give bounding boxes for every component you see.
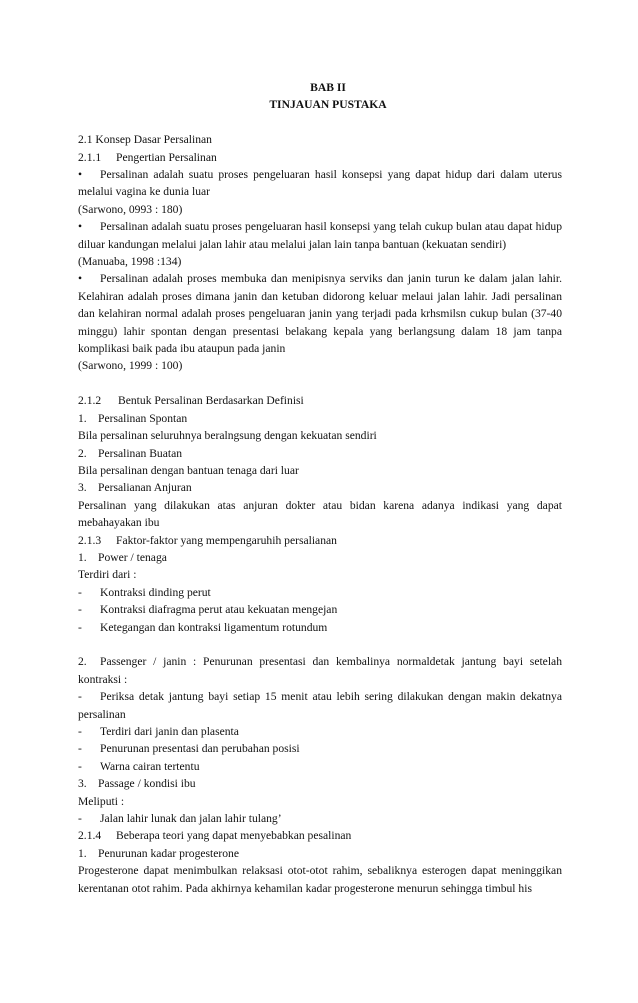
- item-number: 3.: [78, 481, 87, 495]
- bullet-icon: •: [78, 272, 83, 286]
- source-2: (Manuaba, 1998 :134): [78, 255, 182, 269]
- list-item: - Kontraksi diafragma perut atau kekuatan mengejan: [78, 601, 562, 618]
- definition-text: Persalinan adalah suatu proses pengeluaran hasil konsepsi yang dapat hidup dari dalam uterus melalui vagina ke dunia luar: [78, 168, 562, 199]
- item-label: Persalinan Buatan: [98, 446, 183, 460]
- section-label: Faktor-faktor yang mempengaruhih persalianan: [116, 533, 337, 547]
- section-2-1-heading: 2.1 Konsep Dasar Persalinan: [78, 133, 212, 147]
- definition-2: [78, 218, 562, 253]
- dash-icon: -: [78, 620, 82, 634]
- definition-text: Persalinan adalah suatu proses pengeluaran hasil konsepsi yang telah cukup bulan atau dapat hidup diluar kandungan melalui jalan lahir atau melalui jalan lain tanpa bantuan (kekuatan sendiri): [78, 220, 562, 251]
- definition-1: [78, 166, 562, 201]
- section-2-1-1-heading: [78, 149, 562, 166]
- factor-power: [78, 549, 562, 566]
- dash-icon: -: [78, 812, 82, 826]
- item-number: 3.: [78, 777, 87, 791]
- factor-text: Passenger / janin : Penurunan presentasi dan kembalinya normaldetak jantung bayi setelah kontraksi :: [78, 655, 562, 686]
- list-item-anjuran: [78, 479, 562, 496]
- dash-icon: -: [78, 759, 82, 773]
- item-number: 1.: [78, 550, 87, 564]
- dash-icon: -: [78, 742, 82, 756]
- list-item: - Jalan lahir lunak dan jalan lahir tulang’: [78, 810, 562, 827]
- section-label: Pengertian Persalinan: [116, 150, 217, 164]
- dash-icon: -: [78, 724, 82, 738]
- dash-icon: -: [78, 603, 82, 617]
- list-item: - Penurunan presentasi dan perubahan posisi: [78, 740, 562, 757]
- section-number: 2.1.2: [78, 394, 102, 408]
- dash-icon: -: [78, 690, 82, 704]
- item-number: 1.: [78, 411, 87, 425]
- item-description: Progesterone dapat menimbulkan relaksasi otot-otot rahim, sebaliknya esterogen dapat meninggikan kerentanan otot rahim. Pada akhirnya kehamilan kadar progesterone menurun sehingga timbul his: [78, 864, 562, 895]
- section-number: 2.1.1: [78, 150, 102, 164]
- item-label: Penurunan kadar progesterone: [98, 846, 240, 860]
- theory-progesterone: [78, 845, 562, 862]
- item-number: 1.: [78, 846, 87, 860]
- section-label: Bentuk Persalinan Berdasarkan Definisi: [118, 394, 304, 408]
- list-item-spontan: [78, 410, 562, 427]
- source-3: (Sarwono, 1999 : 100): [78, 359, 183, 373]
- item-label: Passage / kondisi ibu: [98, 777, 196, 791]
- source-1: (Sarwono, 0993 : 180): [78, 202, 183, 216]
- factor-intro: Terdiri dari :: [78, 568, 137, 582]
- list-item-buatan: [78, 445, 562, 462]
- list-item: - Warna cairan tertentu: [78, 758, 562, 775]
- chapter-title: TINJAUAN PUSTAKA: [269, 98, 387, 112]
- factor-intro: Meliputi :: [78, 794, 125, 808]
- list-item: - Ketegangan dan kontraksi ligamentum rotundum: [78, 619, 562, 636]
- item-number: 2.: [78, 655, 87, 669]
- dash-icon: -: [78, 585, 82, 599]
- factor-passenger: [78, 653, 562, 688]
- factor-passage: [78, 775, 562, 792]
- list-item: - Periksa detak jantung bayi setiap 15 menit atau lebih sering dilakukan dengan makin dekatnya persalinan: [78, 690, 562, 721]
- section-2-1-3-heading: [78, 532, 562, 549]
- item-description: Bila persalinan seluruhnya beralngsung dengan kekuatan sendiri: [78, 429, 377, 443]
- item-label: Persalinan Spontan: [98, 411, 188, 425]
- definition-3: [78, 270, 562, 357]
- item-description: Bila persalinan dengan bantuan tenaga dari luar: [78, 463, 299, 477]
- item-label: Power / tenaga: [98, 550, 167, 564]
- item-description: Persalinan yang dilakukan atas anjuran dokter atau bidan karena adanya indikasi yang dapat mebahayakan ibu: [78, 498, 562, 530]
- list-item: - Terdiri dari janin dan plasenta: [78, 723, 562, 740]
- bullet-icon: •: [78, 168, 83, 182]
- definition-text: Persalinan adalah proses membuka dan menipisnya serviks dan janin turun ke dalam jalan lahir. Kelahiran adalah proses dimana janin dan ketuban didorong keluar melaui jalan lahir. Jadi persalinan dan kelahiran normal adalah proses pengeluaran janin yang terjadi pada krhsmilsn cukup bulan (37-40 minggu) lahir spontan dengan presentasi belakang kepala yang berlangsung dalam 18 jam tanpa komplikasi baik pada ibu ataupun pada janin: [78, 272, 562, 356]
- section-number: 2.1.3: [78, 533, 102, 547]
- section-number: 2.1.4: [78, 829, 102, 843]
- bullet-icon: •: [78, 220, 83, 234]
- chapter-number: BAB II: [310, 81, 346, 94]
- section-2-1-2-heading: [78, 392, 562, 409]
- section-2-1-4-heading: [78, 827, 562, 844]
- list-item: - Kontraksi dinding perut: [78, 584, 562, 601]
- item-label: Persalianan Anjuran: [98, 481, 192, 495]
- item-number: 2.: [78, 446, 87, 460]
- document-body: [78, 79, 562, 897]
- section-label: Beberapa teori yang dapat menyebabkan pesalinan: [116, 829, 352, 843]
